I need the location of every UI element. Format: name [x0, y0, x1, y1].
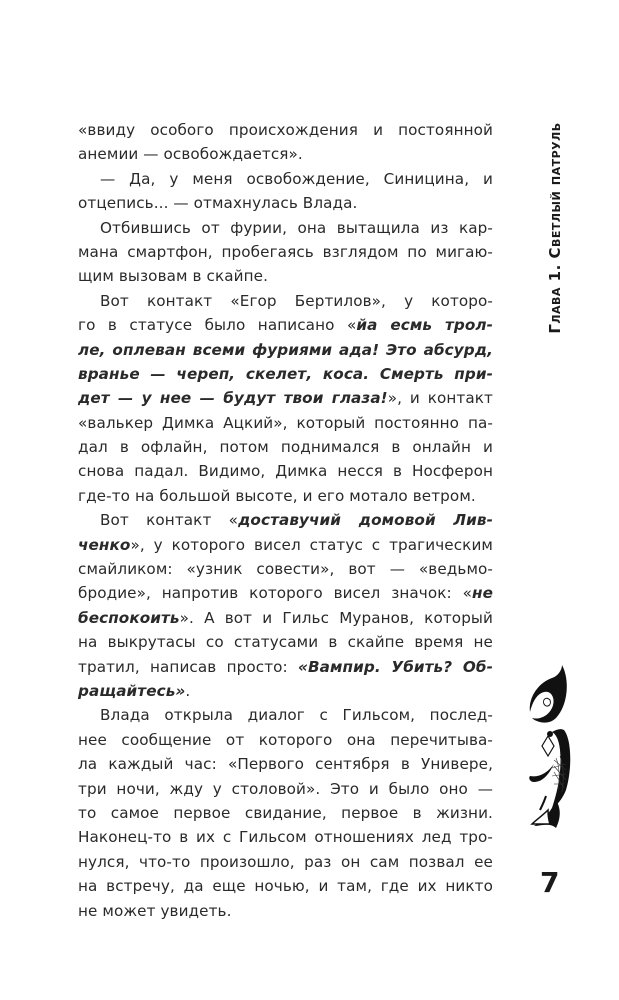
text-segment: нулся, что-то произошло, раз он сам позвал ее: [78, 852, 493, 871]
text-segment: нее сообщение от которого она перечитыва-: [78, 730, 493, 749]
italic-text: ченко: [78, 535, 131, 554]
gothic-vine-ornament-icon: [526, 660, 582, 840]
text-segment: снова падал. Видимо, Димка несся в Носферон: [78, 462, 493, 481]
italic-text: доставучий домовой Лив-: [238, 511, 493, 530]
text-segment: Отбившись от фурии, она вытащила из кар-: [100, 218, 493, 237]
text-line: [78, 411, 493, 435]
text-segment: три ночи, жду у столовой». Это и было оно —: [78, 779, 493, 798]
italic-text: беспокоить: [78, 608, 180, 627]
text-segment: го в статусе было написано «: [78, 316, 357, 335]
text-segment: — Да, у меня освобождение, Синицина, и: [100, 169, 493, 188]
text-line: [78, 825, 493, 849]
text-segment: отцепись... — отмахнулась Влада.: [78, 194, 358, 213]
running-head: [540, 95, 570, 360]
italic-text: дет — у нее — будут твои глаза!: [78, 389, 388, 408]
text-line: [78, 630, 493, 654]
text-segment: мана смартфон, пробегаясь взглядом по мигаю-: [78, 242, 493, 261]
text-line: [78, 874, 493, 898]
text-segment: дал в офлайн, потом поднимался в онлайн и: [78, 438, 493, 457]
text-line: [78, 386, 493, 410]
text-segment: «валькер Димка Ацкий», который постоянно па-: [78, 413, 493, 432]
italic-text: не: [472, 584, 493, 603]
text-line: [78, 435, 493, 459]
italic-text: ле, оплеван всеми фуриями ада! Это абсурд,: [78, 340, 493, 359]
text-line: [78, 801, 493, 825]
text-line: [78, 679, 493, 703]
text-segment: ла каждый час: «Первого сентября в Универе,: [78, 755, 493, 774]
text-segment: », у которого висел статус с трагическим: [130, 535, 493, 554]
text-line: [78, 655, 493, 679]
text-segment: Влада открыла диалог с Гильсом, послед-: [100, 706, 493, 725]
body-text: [78, 118, 493, 923]
text-segment: «ввиду особого происхождения и постоянной: [78, 121, 493, 139]
text-line: [78, 557, 493, 581]
text-line: [78, 313, 493, 337]
text-line: [78, 191, 493, 215]
chapter-title: Глава 1. Светлый патруль: [546, 121, 564, 334]
text-line: [78, 459, 493, 483]
text-segment: Вот контакт «: [100, 511, 239, 530]
text-line: [78, 216, 493, 240]
text-segment: .: [185, 681, 191, 700]
text-segment: », и контакт: [387, 389, 493, 408]
text-line: [78, 362, 493, 386]
text-segment: Вот контакт «Егор Бертилов», у которо-: [100, 291, 493, 310]
text-line: [78, 728, 493, 752]
text-line: [78, 777, 493, 801]
text-line: [78, 264, 493, 288]
text-segment: на выкрутасы со статусами в скайпе время не: [78, 633, 493, 652]
text-line: [78, 484, 493, 508]
text-segment: не может увидеть.: [78, 901, 232, 920]
text-line: [78, 118, 493, 142]
text-segment: тратил, написав просто:: [78, 657, 298, 676]
text-line: [78, 533, 493, 557]
italic-text: йа есмь трол-: [356, 316, 493, 335]
text-line: [78, 850, 493, 874]
italic-text: «Вампир. Убить? Об-: [298, 657, 493, 676]
text-line: [78, 508, 493, 532]
text-segment: ». А вот и Гильс Муранов, который: [179, 608, 493, 627]
italic-text: ращайтесь»: [78, 681, 186, 700]
text-segment: бродие», напротив которого висел значок: «: [78, 584, 472, 603]
text-segment: то самое первое свидание, первое в жизни.: [78, 803, 493, 822]
text-segment: щим вызовам в скайпе.: [78, 267, 268, 286]
italic-text: вранье — череп, скелет, коса. Смерть при-: [78, 364, 493, 383]
text-line: [78, 581, 493, 605]
text-segment: смайликом: «узник совести», вот — «ведьмо-: [78, 560, 493, 579]
text-line: [78, 752, 493, 776]
text-line: [78, 240, 493, 264]
text-line: [78, 338, 493, 362]
text-line: [78, 142, 493, 166]
text-segment: анемии — освобождается».: [78, 145, 303, 164]
text-segment: на встречу, да еще ночью, и там, где их никто: [78, 877, 493, 896]
text-segment: Наконец-то в их с Гильсом отношениях лед тро-: [78, 828, 493, 847]
text-line: [78, 167, 493, 191]
text-line: [78, 606, 493, 630]
page-number: 7: [540, 866, 560, 899]
text-segment: где-то на большой высоте, и его мотало ветром.: [78, 486, 476, 505]
text-line: [78, 289, 493, 313]
text-line: [78, 703, 493, 727]
text-line: [78, 899, 493, 923]
